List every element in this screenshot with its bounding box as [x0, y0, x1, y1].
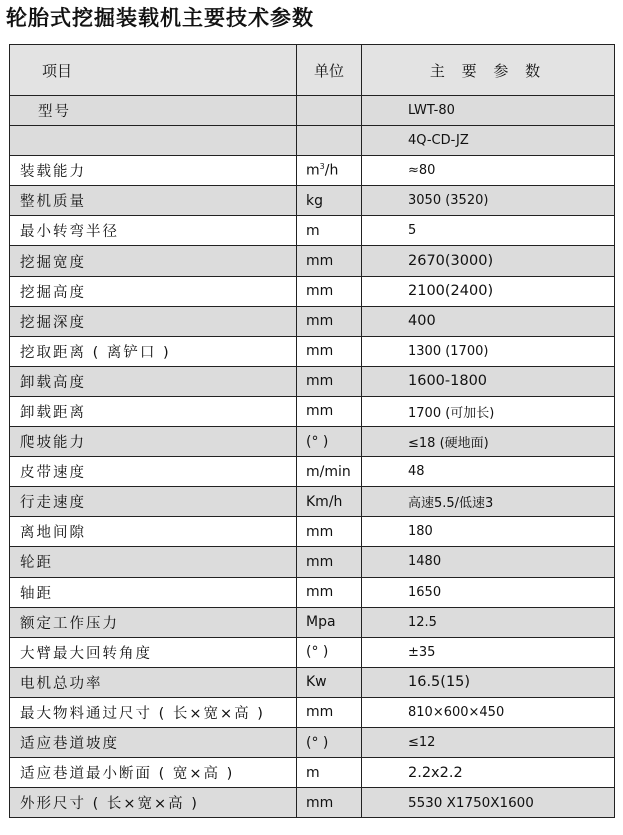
table-row — [10, 517, 615, 547]
table-row — [10, 667, 615, 697]
table-row — [10, 547, 615, 577]
row-unit — [297, 156, 362, 186]
row-unit: mm — [297, 246, 362, 276]
table-row — [10, 216, 615, 246]
row-value: 高速5.5/低速3 — [362, 487, 615, 517]
row-unit: mm — [297, 577, 362, 607]
row-unit: m — [297, 216, 362, 246]
row-value: LWT-80 — [362, 96, 615, 126]
row-item: 适应巷道坡度 — [10, 727, 297, 757]
table-row — [10, 96, 615, 126]
row-item: 挖取距离 ( 离铲口 ) — [10, 336, 297, 366]
row-value: 5 — [362, 216, 615, 246]
table-row — [10, 577, 615, 607]
row-item: 整机质量 — [10, 186, 297, 216]
page-title: 轮胎式挖掘装载机主要技术参数 — [6, 6, 314, 30]
row-value: 810×600×450 — [362, 697, 615, 727]
row-unit: mm — [297, 336, 362, 366]
row-item: 额定工作压力 — [10, 607, 297, 637]
table-row — [10, 457, 615, 487]
row-value: 4Q-CD-JZ — [362, 126, 615, 156]
table-row — [10, 427, 615, 457]
row-unit: mm — [297, 276, 362, 306]
row-unit: kg — [297, 186, 362, 216]
table-row — [10, 758, 615, 788]
unit-rest: /h — [324, 163, 339, 180]
table-row — [10, 788, 615, 818]
row-unit: mm — [297, 697, 362, 727]
row-item: 外形尺寸 ( 长×宽×高 ) — [10, 788, 297, 818]
row-item: 挖掘宽度 — [10, 246, 297, 276]
table-row — [10, 156, 615, 186]
row-item — [10, 126, 297, 156]
row-unit: Km/h — [297, 487, 362, 517]
table-row — [10, 607, 615, 637]
spec-table — [9, 44, 615, 818]
row-value: ±35 — [362, 637, 615, 667]
table-row — [10, 276, 615, 306]
row-item: 挖掘高度 — [10, 276, 297, 306]
table-row — [10, 697, 615, 727]
row-value: 16.5(15) — [362, 667, 615, 697]
row-unit — [297, 126, 362, 156]
table-row — [10, 126, 615, 156]
row-value: 2100(2400) — [362, 276, 615, 306]
row-item: 皮带速度 — [10, 457, 297, 487]
row-value: 3050 (3520) — [362, 186, 615, 216]
row-unit: mm — [297, 517, 362, 547]
row-value: 2670(3000) — [362, 246, 615, 276]
header-param: 主 要 参 数 — [362, 45, 615, 96]
row-item: 最大物料通过尺寸 ( 长×宽×高 ) — [10, 697, 297, 727]
row-item: 轴距 — [10, 577, 297, 607]
row-item: 爬坡能力 — [10, 427, 297, 457]
row-unit: (° ) — [297, 637, 362, 667]
row-value: 1700 (可加长) — [362, 396, 615, 426]
row-item: 电机总功率 — [10, 667, 297, 697]
row-item: 装载能力 — [10, 156, 297, 186]
header-item: 项目 — [10, 45, 297, 96]
header-unit: 单位 — [297, 45, 362, 96]
table-row — [10, 366, 615, 396]
row-item: 卸载高度 — [10, 366, 297, 396]
row-value: 1600-1800 — [362, 366, 615, 396]
row-unit: (° ) — [297, 727, 362, 757]
row-value: 1300 (1700) — [362, 336, 615, 366]
row-item: 大臂最大回转角度 — [10, 637, 297, 667]
table-header-row — [10, 45, 615, 96]
row-unit: mm — [297, 547, 362, 577]
row-value: ≤18 (硬地面) — [362, 427, 615, 457]
row-unit: (° ) — [297, 427, 362, 457]
row-item: 挖掘深度 — [10, 306, 297, 336]
row-value: 12.5 — [362, 607, 615, 637]
row-item: 行走速度 — [10, 487, 297, 517]
row-unit: mm — [297, 366, 362, 396]
row-item: 轮距 — [10, 547, 297, 577]
row-value: 48 — [362, 457, 615, 487]
row-value: 5530 X1750X1600 — [362, 788, 615, 818]
row-unit: Kw — [297, 667, 362, 697]
row-unit: m/min — [297, 457, 362, 487]
row-unit — [297, 96, 362, 126]
row-unit: Mpa — [297, 607, 362, 637]
row-unit: mm — [297, 788, 362, 818]
row-unit: mm — [297, 306, 362, 336]
row-value: 180 — [362, 517, 615, 547]
row-value: ≈80 — [362, 156, 615, 186]
unit-superscript: 3 — [319, 162, 325, 172]
row-item: 卸载距离 — [10, 396, 297, 426]
table-row — [10, 396, 615, 426]
table-row — [10, 186, 615, 216]
row-item: 适应巷道最小断面 ( 宽×高 ) — [10, 758, 297, 788]
table-row — [10, 487, 615, 517]
table-row — [10, 637, 615, 667]
row-item: 型号 — [10, 96, 297, 126]
table-row — [10, 306, 615, 336]
row-item: 离地间隙 — [10, 517, 297, 547]
row-value: ≤12 — [362, 727, 615, 757]
row-unit: m — [297, 758, 362, 788]
table-row — [10, 727, 615, 757]
row-value: 1480 — [362, 547, 615, 577]
row-item: 最小转弯半径 — [10, 216, 297, 246]
row-value: 1650 — [362, 577, 615, 607]
table-row — [10, 246, 615, 276]
table-row — [10, 336, 615, 366]
row-unit: mm — [297, 396, 362, 426]
row-value: 400 — [362, 306, 615, 336]
row-value: 2.2x2.2 — [362, 758, 615, 788]
unit-base: m — [306, 163, 320, 180]
